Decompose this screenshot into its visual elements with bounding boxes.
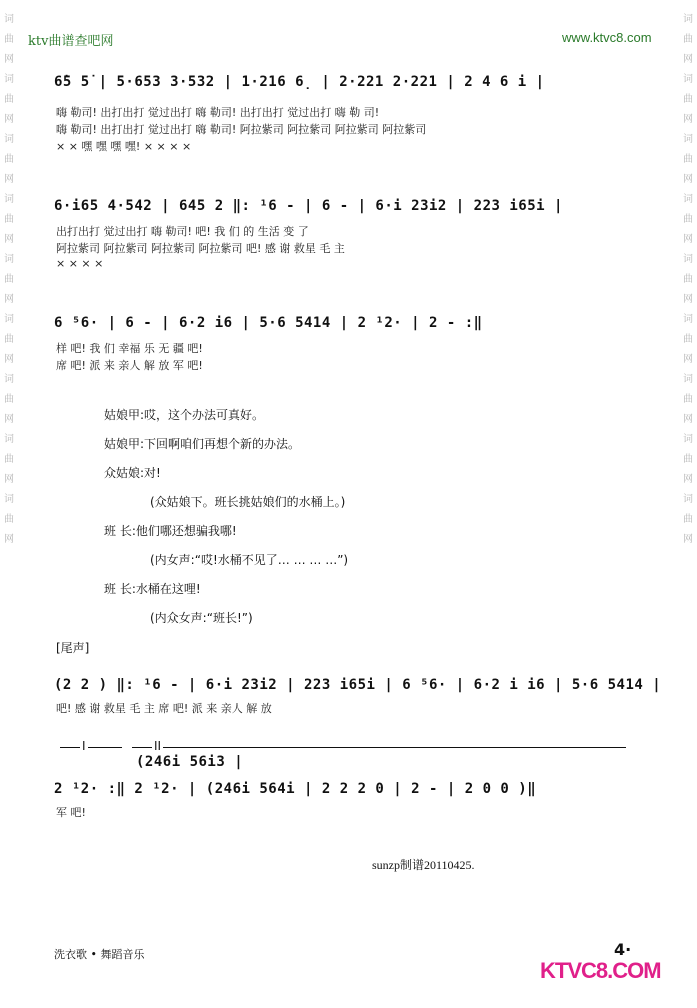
watermark-char: 曲 — [683, 154, 693, 165]
watermark-char: 词 — [683, 494, 693, 505]
watermark-char: 词 — [4, 194, 14, 205]
watermark-char: 网 — [4, 174, 14, 185]
watermark-char: 词 — [683, 134, 693, 145]
watermark-char: 词 — [4, 314, 14, 325]
dialogue-line: 班 长:他们哪还想骗我哪! — [104, 524, 237, 538]
watermark-char: 曲 — [683, 34, 693, 45]
coda-line-1-lyrics: 吧! 感 谢 救星 毛 主 席 吧! 派 来 亲人 解 放 — [56, 702, 272, 715]
watermark-char: 曲 — [4, 514, 14, 525]
watermark-char: 词 — [4, 374, 14, 385]
watermark-char: 曲 — [4, 454, 14, 465]
watermark-char: 网 — [683, 174, 693, 185]
system-2-lyric-1: 出打出打 觉过出打 嗨 勒司! 吧! 我 们 的 生活 变 了 — [56, 225, 309, 238]
watermark-char: 曲 — [4, 34, 14, 45]
system-1-lyric-2: 嗨 勒司! 出打出打 觉过出打 嗨 勒司! 阿拉紫司 阿拉紫司 阿拉紫司 阿拉紫司 — [56, 123, 427, 136]
system-1-lyric-1: 嗨 勒司! 出打出打 觉过出打 嗨 勒司! 出打出打 觉过出打 嗨 勒 司! — [56, 106, 380, 119]
page-number: 4· — [614, 940, 632, 959]
dialogue-line: 姑娘甲:哎，这个办法可真好。 — [104, 408, 265, 422]
volta-2-label: II — [154, 739, 162, 753]
system-2-notes: 6·i65 4·542 | 645 2 ‖: ¹6 - | 6 - | 6·i 23i2 | 223 i65i | — [54, 198, 563, 214]
watermark-char: 网 — [683, 54, 693, 65]
watermark-char: 词 — [4, 14, 14, 25]
watermark-char: 曲 — [4, 334, 14, 345]
system-3-notes: 6 ⁵6· | 6 - | 6·2 i6 | 5·6 5414 | 2 ¹2· | 2 - :‖ — [54, 315, 483, 331]
volta-1-bracket — [60, 747, 122, 748]
dialogue-line: 班 长:水桶在这哩! — [104, 582, 201, 596]
volta-1-label: I — [82, 739, 86, 753]
system-3-lyric-1: 样 吧! 我 们 幸福 乐 无 疆 吧! — [56, 342, 203, 355]
coda-title: [尾声] — [56, 641, 90, 655]
watermark-char: 词 — [4, 254, 14, 265]
stage-direction: (众姑娘下。班长挑姑娘们的水桶上。) — [150, 495, 346, 509]
watermark-char: 词 — [683, 194, 693, 205]
watermark-char: 网 — [683, 534, 693, 545]
watermark-char: 网 — [4, 414, 14, 425]
watermark-char: 曲 — [4, 274, 14, 285]
watermark-char: 词 — [683, 374, 693, 385]
watermark-char: 曲 — [4, 394, 14, 405]
watermark-char: 网 — [683, 474, 693, 485]
watermark-char: 网 — [4, 474, 14, 485]
watermark-char: 词 — [683, 314, 693, 325]
watermark-char: 网 — [683, 294, 693, 305]
dialogue-line: 众姑娘:对! — [104, 466, 161, 480]
watermark-char: 曲 — [683, 394, 693, 405]
watermark-char: 曲 — [683, 274, 693, 285]
header-site-url[interactable]: www.ktvc8.com — [562, 30, 652, 45]
watermark-char: 词 — [683, 74, 693, 85]
volta-2-bracket — [132, 747, 626, 748]
coda-line-2-notes: 2 ¹2· :‖ 2 ¹2· | (246i 564i | 2 2 2 0 | 2 - | 2 0 0 )‖ — [54, 781, 537, 797]
watermark-char: 网 — [4, 114, 14, 125]
watermark-char: 曲 — [4, 154, 14, 165]
watermark-char: 曲 — [4, 94, 14, 105]
header-site-name[interactable]: ktv曲谱查吧网 — [28, 34, 114, 49]
coda-paren-notes: (246i 56i3 | — [136, 754, 244, 770]
watermark-char: 网 — [683, 114, 693, 125]
system-1-lyric-3: × × 嘿 嘿 嘿 嘿! × × × × — [56, 140, 192, 153]
watermark-char: 曲 — [683, 514, 693, 525]
watermark-char: 曲 — [683, 454, 693, 465]
watermark-char: 网 — [4, 354, 14, 365]
watermark-char: 曲 — [4, 214, 14, 225]
watermark-char: 曲 — [683, 334, 693, 345]
system-2-lyric-3: × × × × — [56, 257, 104, 270]
system-1-notes: 6̇5 5̇ | 5·653 3·532 | 1·216 6̣ | 2·221 2·221 | 2 4 6 i | — [54, 74, 545, 90]
watermark-char: 网 — [4, 234, 14, 245]
watermark-char: 网 — [4, 294, 14, 305]
watermark-char: 网 — [683, 354, 693, 365]
watermark-char: 网 — [683, 234, 693, 245]
watermark-char: 词 — [4, 494, 14, 505]
watermark-char: 词 — [683, 254, 693, 265]
watermark-char: 词 — [4, 134, 14, 145]
footer-title: 洗衣歌 • 舞蹈音乐 — [54, 948, 145, 961]
system-3-lyric-2: 席 吧! 派 来 亲人 解 放 军 吧! — [56, 359, 203, 372]
dialogue-line: 姑娘甲:下回啊咱们再想个新的办法。 — [104, 437, 301, 451]
stage-direction: (内众女声:“班长!”) — [150, 611, 253, 625]
site-logo[interactable]: KTVC8.COM — [540, 958, 661, 983]
watermark-char: 词 — [683, 434, 693, 445]
watermark-char: 曲 — [683, 214, 693, 225]
watermark-char: 词 — [4, 74, 14, 85]
transcriber-signature: sunzp制谱20110425. — [372, 858, 475, 872]
watermark-char: 曲 — [683, 94, 693, 105]
stage-direction: (内女声:“哎!水桶不见了… … … …”) — [150, 553, 349, 567]
watermark-char: 网 — [4, 54, 14, 65]
watermark-left — [2, 14, 16, 545]
coda-line-1-notes: (2 2 ) ‖: ¹6 - | 6·i 23i2 | 223 i65i | 6 ⁵6· | 6·2 i i6 | 5·6 5414 | — [54, 677, 662, 693]
system-2-lyric-2: 阿拉紫司 阿拉紫司 阿拉紫司 阿拉紫司 吧! 感 谢 救星 毛 主 — [56, 242, 345, 255]
coda-line-2-lyrics: 军 吧! — [56, 806, 86, 819]
watermark-char: 网 — [4, 534, 14, 545]
watermark-char: 网 — [683, 414, 693, 425]
watermark-char: 词 — [683, 14, 693, 25]
watermark-right — [681, 14, 695, 545]
watermark-char: 词 — [4, 434, 14, 445]
